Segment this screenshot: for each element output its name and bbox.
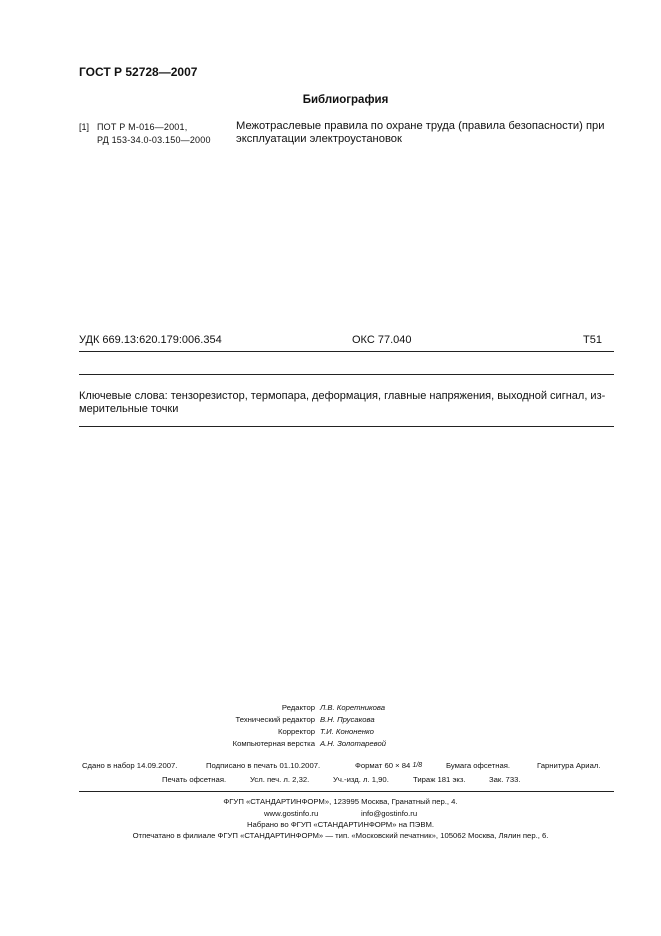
oks-code: ОКС 77.040 xyxy=(352,334,412,346)
credit-role: Корректор xyxy=(277,727,315,736)
print-format-fraction: 1/8 xyxy=(412,762,423,770)
divider xyxy=(79,426,614,427)
print-submitted: Сдано в набор 14.09.2007. xyxy=(82,761,178,770)
bibliography-title: Библиография xyxy=(302,94,389,106)
credit-role: Технический редактор xyxy=(235,715,315,724)
keywords-line: Ключевые слова: тензорезистор, термопара, деформация, главные напряжения, выходной сигнал, из- xyxy=(79,390,606,402)
print-order: Зак. 733. xyxy=(489,775,521,784)
print-font: Гарнитура Ариал. xyxy=(537,761,601,770)
divider xyxy=(79,351,614,352)
print-signed: Подписано в печать 01.10.2007. xyxy=(206,761,321,770)
udk-code: УДК 669.13:620.179:006.354 xyxy=(79,334,222,346)
print-run: Тираж 181 экз. xyxy=(413,775,466,784)
credit-name: Л.В. Коретникова xyxy=(320,703,386,712)
imprint-email: info@gostinfo.ru xyxy=(361,809,418,818)
divider xyxy=(79,791,614,792)
document-header: ГОСТ Р 52728—2007 xyxy=(79,65,198,79)
print-format xyxy=(355,761,422,770)
divider xyxy=(79,374,614,375)
bibliography-entry-code: ПОТ Р М-016—2001, xyxy=(97,122,188,132)
bibliography-entry-text: эксплуатации электроустановок xyxy=(236,133,402,145)
print-method: Печать офсетная. xyxy=(162,775,227,784)
keywords-line: мерительные точки xyxy=(79,403,179,415)
print-paper: Бумага офсетная. xyxy=(446,761,511,770)
print-format-prefix: Формат 60 × 84 xyxy=(355,761,411,770)
credit-name: А.Н. Золотаревой xyxy=(320,739,387,748)
imprint-website: www.gostinfo.ru xyxy=(264,809,319,818)
print-pub-sheets: Уч.-изд. л. 1,90. xyxy=(333,775,389,784)
bibliography-entry-text: Межотраслевые правила по охране труда (правила безопасности) при xyxy=(236,120,605,132)
credit-role: Редактор xyxy=(281,703,315,712)
imprint-typeset: Набрано во ФГУП «СТАНДАРТИНФОРМ» на ПЭВМ. xyxy=(246,820,435,829)
print-sheets: Усл. печ. л. 2,32. xyxy=(250,775,310,784)
credit-name: Т.И. Кононенко xyxy=(320,727,374,736)
imprint-printed: Отпечатано в филиале ФГУП «СТАНДАРТИНФОРМ» — тип. «Московский печатник», 105062 Москва, Лялин пер., 6. xyxy=(132,831,549,840)
bibliography-entry-code: РД 153-34.0-03.150—2000 xyxy=(97,135,211,145)
t-code: Т51 xyxy=(583,334,602,346)
imprint-publisher: ФГУП «СТАНДАРТИНФОРМ», 123995 Москва, Гранатный пер., 4. xyxy=(223,797,458,806)
credit-name: В.Н. Прусакова xyxy=(320,715,375,724)
bibliography-entry-number: [1] xyxy=(79,122,90,132)
credit-role: Компьютерная верстка xyxy=(232,739,315,748)
